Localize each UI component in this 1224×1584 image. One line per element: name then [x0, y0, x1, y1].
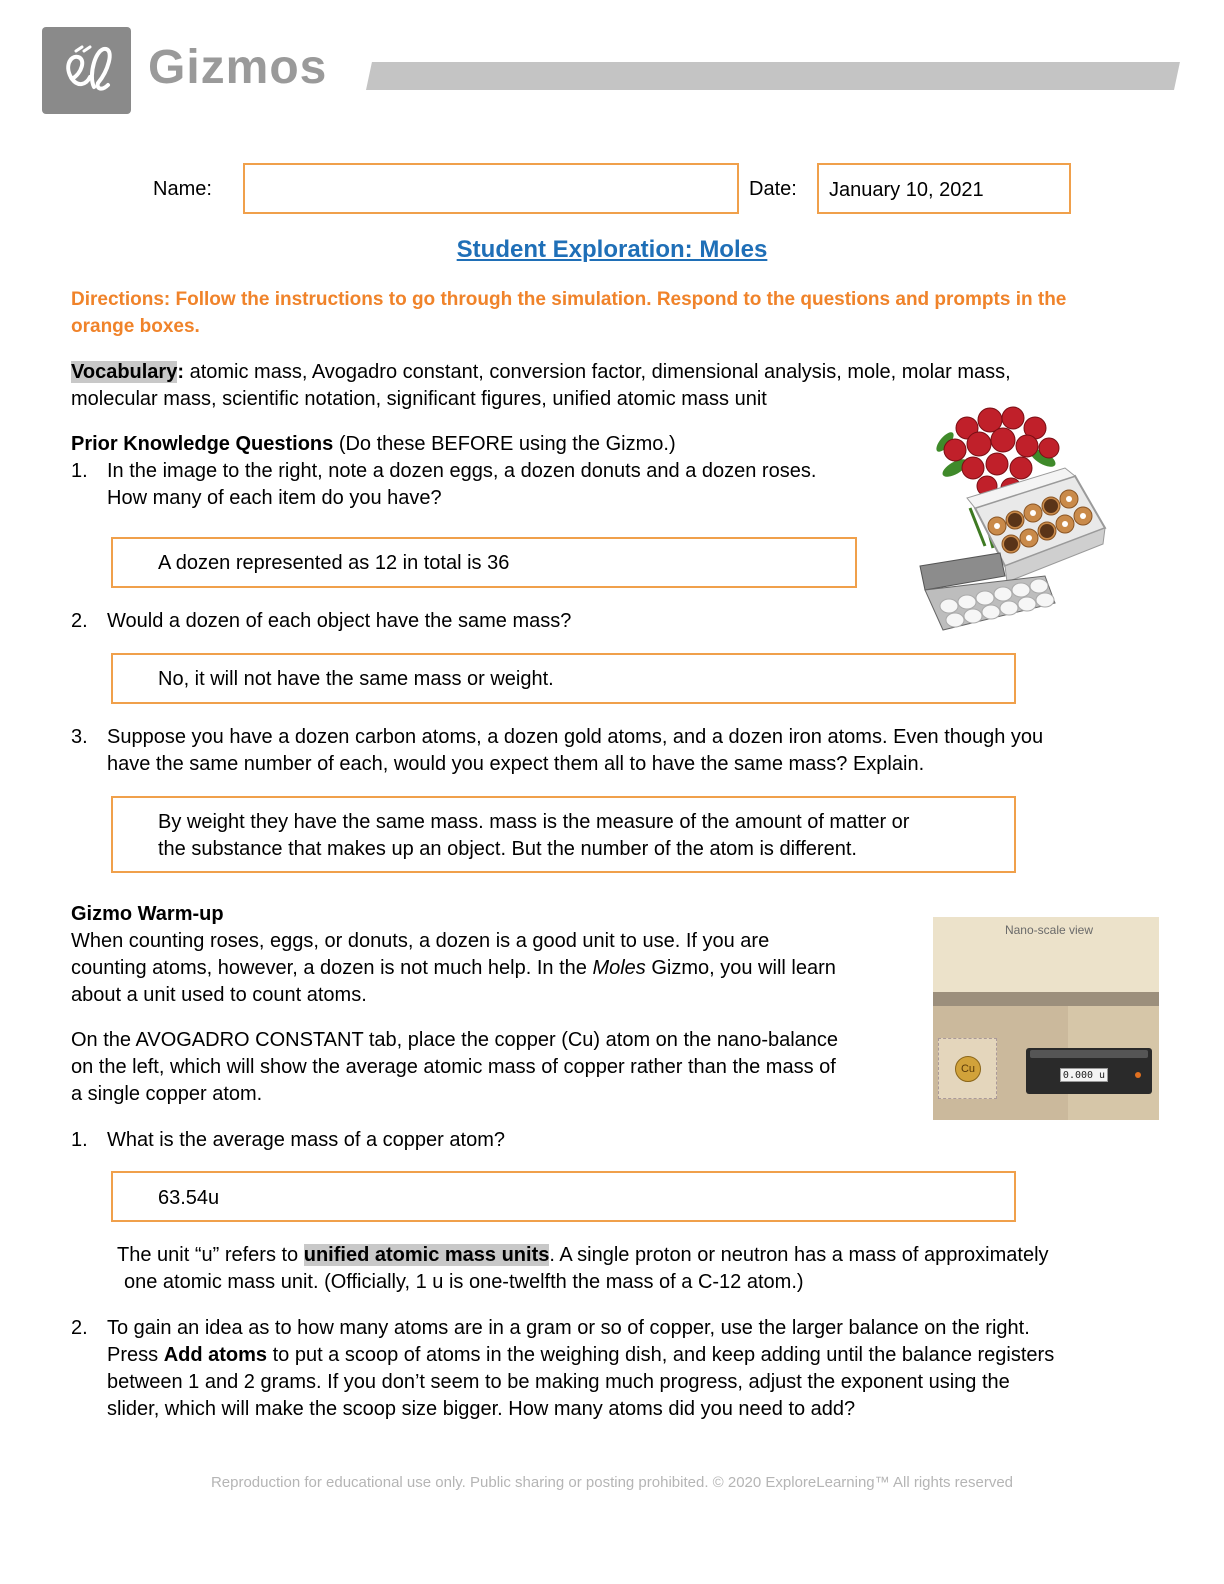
nano-scale-view-image: [933, 917, 1159, 1120]
gizmos-logo: [42, 27, 131, 114]
footer: Reproduction for educational use only. Public sharing or posting prohibited. © 2020 ExploreLearning™ All rights reserved: [210, 1474, 1014, 1491]
answer-box-warmup-1[interactable]: [111, 1171, 1016, 1222]
question-text: between 1 and 2 grams. If you don’t seem to be making much progress, adjust the exponent using the: [107, 1371, 1010, 1393]
question-text: Suppose you have a dozen carbon atoms, a dozen gold atoms, and a dozen iron atoms. Even though you: [107, 726, 1044, 748]
name-field[interactable]: [243, 163, 739, 214]
paragraph-line: one atomic mass unit. (Officially, 1 u is one-twelfth the mass of a C-12 atom.): [124, 1271, 804, 1293]
vocabulary-colon: :: [177, 361, 185, 383]
paragraph-line: on the left, which will show the average atomic mass of copper rather than the mass of: [71, 1056, 836, 1078]
nano-shelf: [933, 992, 1159, 1006]
question-number: 1.: [71, 460, 88, 482]
unit-note: [117, 1242, 1177, 1296]
prior-heading-note: (Do these BEFORE using the Gizmo.): [333, 433, 676, 455]
warmup-paragraph-2: [71, 1027, 931, 1108]
answer-box-prior-2[interactable]: [111, 653, 1016, 704]
brand-name: Gizmos: [148, 41, 328, 94]
answer-text: the substance that makes up an object. But the number of the atom is different.: [158, 838, 857, 860]
directions: Directions: Follow the instructions to go through the simulation. Respond to the questions and prompts in the orange boxes.: [71, 289, 1067, 337]
warmup-question-1: [71, 1127, 505, 1154]
question-text: slider, which will make the scoop size bigger. How many atoms did you need to add?: [107, 1398, 856, 1420]
date-field[interactable]: [817, 163, 1071, 214]
paragraph-text: counting atoms, however, a dozen is not much help. In the: [71, 957, 593, 979]
paragraph-text: Gizmo, you will learn: [645, 957, 836, 979]
prior-question-1: [71, 458, 911, 512]
prior-question-2: [71, 608, 571, 635]
copper-atom[interactable]: Cu: [955, 1056, 981, 1082]
paragraph-line: about a unit used to count atoms.: [71, 984, 367, 1006]
question-text: to put a scoop of atoms in the weighing dish, and keep adding until the balance registers: [267, 1344, 1055, 1366]
question-text: What is the average mass of a copper atom?: [107, 1129, 505, 1151]
question-text: In the image to the right, note a dozen eggs, a dozen donuts and a dozen roses.: [107, 460, 817, 482]
question-text: Would a dozen of each object have the same mass?: [107, 610, 572, 632]
question-text: How many of each item do you have?: [107, 487, 442, 509]
date-value: January 10, 2021: [829, 179, 984, 201]
date-label: Date:: [749, 178, 797, 200]
header-bar: [366, 62, 1180, 90]
highlighted-term: unified atomic mass units: [303, 1244, 550, 1266]
question-number: 3.: [71, 726, 88, 748]
page-title: Student Exploration: Moles: [456, 236, 768, 263]
roses-donuts-eggs-image: [915, 398, 1110, 636]
vocabulary-line2: molecular mass, scientific notation, significant figures, unified atomic mass unit: [71, 388, 767, 410]
question-text: Press: [107, 1344, 164, 1366]
name-label: Name:: [153, 178, 212, 200]
explorelearning-logo-icon: [42, 27, 131, 114]
answer-box-prior-3[interactable]: [111, 796, 1016, 873]
answer-text: 63.54u: [158, 1187, 220, 1209]
answer-text: A dozen represented as 12 in total is 36: [158, 552, 510, 574]
nano-balance: [1026, 1048, 1152, 1094]
prior-knowledge-heading: [71, 431, 676, 458]
paragraph-line: On the AVOGADRO CONSTANT tab, place the copper (Cu) atom on the nano-balance: [71, 1029, 839, 1051]
balance-readout: 0.000 u: [1060, 1068, 1108, 1082]
warmup-heading: [71, 901, 224, 928]
question-number: 2.: [71, 1317, 88, 1339]
question-number: 2.: [71, 610, 88, 632]
question-text: To gain an idea as to how many atoms are in a gram or so of copper, use the larger balance on the right.: [107, 1317, 1030, 1339]
vocabulary-label: Vocabulary: [71, 361, 178, 383]
answer-text: No, it will not have the same mass or weight.: [158, 668, 554, 690]
balance-indicator-light: [1135, 1072, 1141, 1078]
prior-question-3: [71, 724, 1181, 778]
prior-heading-text: Prior Knowledge Questions: [71, 433, 334, 455]
paragraph-italic: Moles: [592, 957, 646, 979]
warmup-paragraph-1: [71, 928, 921, 1009]
add-atoms-term: Add atoms: [163, 1344, 268, 1366]
vocabulary-line1: atomic mass, Avogadro constant, conversion factor, dimensional analysis, mole, molar mass,: [184, 361, 1011, 383]
answer-text: By weight they have the same mass. mass is the measure of the amount of matter or: [158, 811, 910, 833]
paragraph-text: . A single proton or neutron has a mass of approximately: [549, 1244, 1049, 1266]
nano-title: Nano-scale view: [1004, 923, 1094, 937]
paragraph-line: When counting roses, eggs, or donuts, a dozen is a good unit to use. If you are: [71, 930, 770, 952]
atom-tray[interactable]: [938, 1038, 997, 1099]
balance-pan: [1030, 1050, 1148, 1058]
paragraph-line: a single copper atom.: [71, 1083, 263, 1105]
paragraph-text: The unit “u” refers to: [117, 1244, 304, 1266]
warmup-heading-text: Gizmo Warm-up: [71, 903, 224, 925]
question-text: have the same number of each, would you expect them all to have the same mass? Explain.: [107, 753, 925, 775]
warmup-question-2: [71, 1315, 1191, 1423]
answer-box-prior-1[interactable]: [111, 537, 857, 588]
question-number: 1.: [71, 1129, 88, 1151]
